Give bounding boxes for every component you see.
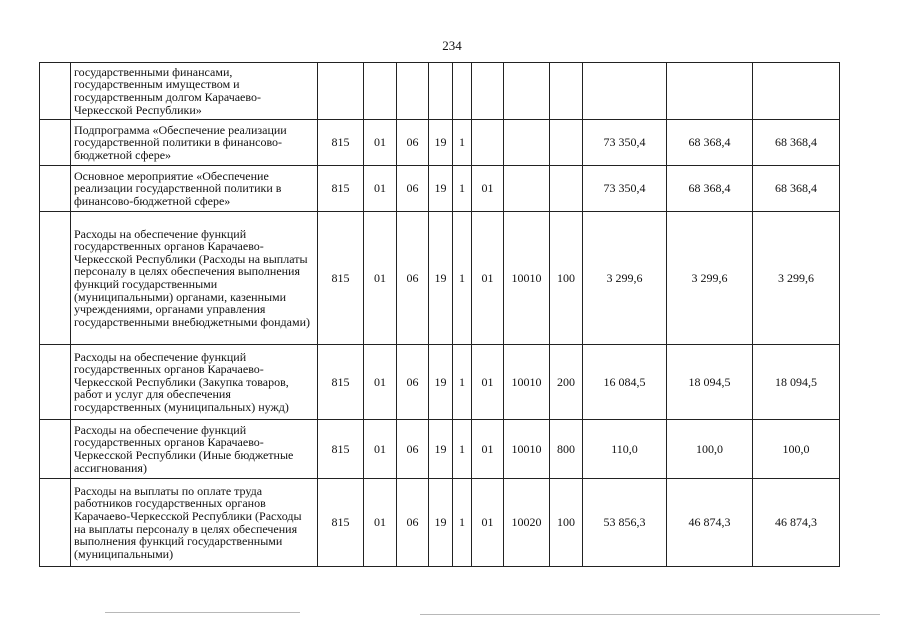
amount-year1-cell: 73 350,4 — [583, 166, 667, 212]
expense-type-code-cell — [550, 63, 583, 120]
direction-code-cell — [504, 120, 550, 166]
table-row — [40, 166, 840, 212]
ministry-code-cell: 815 — [318, 120, 364, 166]
subsection-code-cell — [397, 63, 429, 120]
ministry-code-cell: 815 — [318, 479, 364, 567]
ministry-code-cell — [318, 63, 364, 120]
direction-code-cell: 10010 — [504, 420, 550, 479]
direction-code-cell: 10010 — [504, 212, 550, 345]
description-cell: Основное мероприятие «Обеспечение реализации государственной политики в финансово-бюджетной сфере» — [71, 166, 318, 212]
measure-code-cell — [472, 120, 504, 166]
scan-artifact-line — [420, 614, 880, 615]
subsection-code-cell: 06 — [397, 345, 429, 420]
ministry-code-cell: 815 — [318, 345, 364, 420]
amount-year3-cell: 100,0 — [753, 420, 840, 479]
section-code-cell: 01 — [364, 479, 397, 567]
amount-year2-cell: 18 094,5 — [667, 345, 753, 420]
amount-year2-cell: 68 368,4 — [667, 120, 753, 166]
page-number: 234 — [442, 38, 462, 53]
direction-code-cell — [504, 166, 550, 212]
measure-code-cell: 01 — [472, 420, 504, 479]
description-cell: Расходы на обеспечение функций государственных органов Карачаево-Черкесской Республики (Расходы на выплаты персоналу в целях обеспечения выполнения функций государственными (муниципальными) органами, казенными учреждениями, органами управления государственными внебюджетными фондами) — [71, 212, 318, 345]
measure-code-cell: 01 — [472, 212, 504, 345]
description-cell: Расходы на выплаты по оплате труда работников государственных органов Карачаево-Черкесской Республики (Расходы на выплаты персоналу в целях обеспечения выполнения функций государственными (муниципальными) — [71, 479, 318, 567]
row-number-cell — [40, 166, 71, 212]
subsection-code-cell: 06 — [397, 479, 429, 567]
description-cell: Расходы на обеспечение функций государственных органов Карачаево-Черкесской Республики (Закупка товаров, работ и услуг для обеспечения государственных (муниципальных) нужд) — [71, 345, 318, 420]
subprogram-code-cell: 1 — [453, 120, 472, 166]
section-code-cell: 01 — [364, 166, 397, 212]
program-code-cell: 19 — [429, 166, 453, 212]
subprogram-code-cell: 1 — [453, 420, 472, 479]
amount-year2-cell — [667, 63, 753, 120]
row-number-cell — [40, 345, 71, 420]
amount-year1-cell — [583, 63, 667, 120]
subprogram-code-cell: 1 — [453, 479, 472, 567]
table-row — [40, 63, 840, 120]
subprogram-code-cell — [453, 63, 472, 120]
section-code-cell — [364, 63, 397, 120]
program-code-cell: 19 — [429, 479, 453, 567]
subsection-code-cell: 06 — [397, 212, 429, 345]
amount-year2-cell: 68 368,4 — [667, 166, 753, 212]
row-number-cell — [40, 212, 71, 345]
subprogram-code-cell: 1 — [453, 345, 472, 420]
measure-code-cell — [472, 63, 504, 120]
row-number-cell — [40, 420, 71, 479]
amount-year3-cell: 68 368,4 — [753, 120, 840, 166]
description-cell: государственными финансами, государственным имуществом и государственным долгом Карачаево-Черкесской Республики» — [71, 63, 318, 120]
program-code-cell: 19 — [429, 212, 453, 345]
section-code-cell: 01 — [364, 420, 397, 479]
subprogram-code-cell: 1 — [453, 212, 472, 345]
program-code-cell: 19 — [429, 120, 453, 166]
expense-type-code-cell — [550, 166, 583, 212]
direction-code-cell: 10020 — [504, 479, 550, 567]
expense-type-code-cell: 800 — [550, 420, 583, 479]
table-row — [40, 420, 840, 479]
amount-year1-cell: 3 299,6 — [583, 212, 667, 345]
amount-year2-cell: 3 299,6 — [667, 212, 753, 345]
expense-type-code-cell — [550, 120, 583, 166]
amount-year1-cell: 53 856,3 — [583, 479, 667, 567]
budget-table — [39, 62, 840, 567]
subsection-code-cell: 06 — [397, 166, 429, 212]
measure-code-cell: 01 — [472, 345, 504, 420]
amount-year3-cell: 68 368,4 — [753, 166, 840, 212]
description-cell: Расходы на обеспечение функций государственных органов Карачаево-Черкесской Республики (Иные бюджетные ассигнования) — [71, 420, 318, 479]
program-code-cell: 19 — [429, 345, 453, 420]
direction-code-cell: 10010 — [504, 345, 550, 420]
ministry-code-cell: 815 — [318, 166, 364, 212]
expense-type-code-cell: 200 — [550, 345, 583, 420]
amount-year2-cell: 46 874,3 — [667, 479, 753, 567]
amount-year1-cell: 73 350,4 — [583, 120, 667, 166]
row-number-cell — [40, 479, 71, 567]
expense-type-code-cell: 100 — [550, 212, 583, 345]
program-code-cell — [429, 63, 453, 120]
amount-year3-cell — [753, 63, 840, 120]
measure-code-cell: 01 — [472, 479, 504, 567]
row-number-cell — [40, 120, 71, 166]
table-row — [40, 345, 840, 420]
section-code-cell: 01 — [364, 345, 397, 420]
section-code-cell: 01 — [364, 120, 397, 166]
subsection-code-cell: 06 — [397, 420, 429, 479]
ministry-code-cell: 815 — [318, 420, 364, 479]
amount-year2-cell: 100,0 — [667, 420, 753, 479]
amount-year1-cell: 16 084,5 — [583, 345, 667, 420]
table-row — [40, 120, 840, 166]
expense-type-code-cell: 100 — [550, 479, 583, 567]
row-number-cell — [40, 63, 71, 120]
amount-year1-cell: 110,0 — [583, 420, 667, 479]
amount-year3-cell: 3 299,6 — [753, 212, 840, 345]
program-code-cell: 19 — [429, 420, 453, 479]
ministry-code-cell: 815 — [318, 212, 364, 345]
amount-year3-cell: 46 874,3 — [753, 479, 840, 567]
measure-code-cell: 01 — [472, 166, 504, 212]
subprogram-code-cell: 1 — [453, 166, 472, 212]
table-row — [40, 479, 840, 567]
direction-code-cell — [504, 63, 550, 120]
description-cell: Подпрограмма «Обеспечение реализации государственной политики в финансово-бюджетной сфере» — [71, 120, 318, 166]
table-row — [40, 212, 840, 345]
section-code-cell: 01 — [364, 212, 397, 345]
scan-artifact-line — [105, 612, 300, 613]
subsection-code-cell: 06 — [397, 120, 429, 166]
amount-year3-cell: 18 094,5 — [753, 345, 840, 420]
